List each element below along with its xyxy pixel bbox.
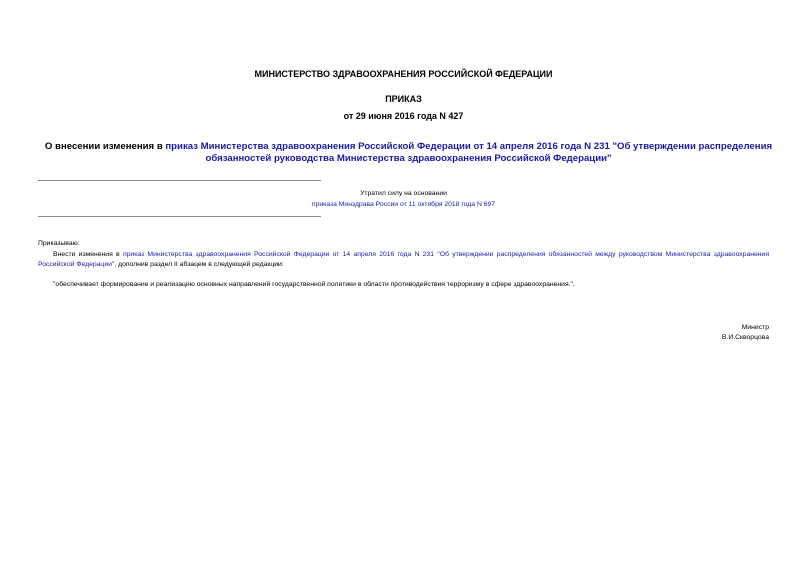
- title-prefix: О внесении изменения в: [44, 141, 166, 152]
- para1-link[interactable]: приказ Министерства здравоохранения Российской Федерации от 14 апреля 2016 года N 231 "Об утверждении распределения обязанностей между руководством Министерства здравоохранения Российской Федерации": [38, 251, 769, 268]
- ministry-name: МИНИСТЕРСТВО ЗДРАВООХРАНЕНИЯ РОССИЙСКОЙ ФЕДЕРАЦИИ: [254, 69, 553, 79]
- order-word: Приказываю:: [38, 240, 80, 247]
- paragraph-amendment: [38, 250, 769, 270]
- divider-bottom: [38, 216, 321, 217]
- signer-name: В.И.Скворцова: [721, 334, 769, 341]
- title-link[interactable]: приказ Министерства здравоохранения Российской Федерации от 14 апреля 2016 года N 231 "Об утверждении распределения обязанностей руководства Министерства здравоохранения Российской Федерации": [165, 141, 773, 164]
- repeal-notice: Утратил силу на основании: [360, 190, 447, 197]
- document-type: ПРИКАЗ: [385, 94, 422, 104]
- para1-prefix: Внести изменения в: [53, 251, 123, 258]
- document-date-number: от 29 июня 2016 года N 427: [343, 111, 464, 121]
- signer-position: Министр: [741, 324, 769, 331]
- document-title: [40, 141, 777, 165]
- paragraph-inserted-text: "обеспечивает формирование и реализацию основных направлений государственной политики в области противодействия терроризму в сфере здравоохранения.".: [53, 281, 575, 288]
- divider-top: [38, 180, 321, 181]
- repeal-notice-link[interactable]: приказа Минздрава России от 11 октября 2018 года N 697: [311, 201, 496, 208]
- para1-suffix: , дополнив раздел II абзацем в следующей редакции:: [114, 261, 284, 268]
